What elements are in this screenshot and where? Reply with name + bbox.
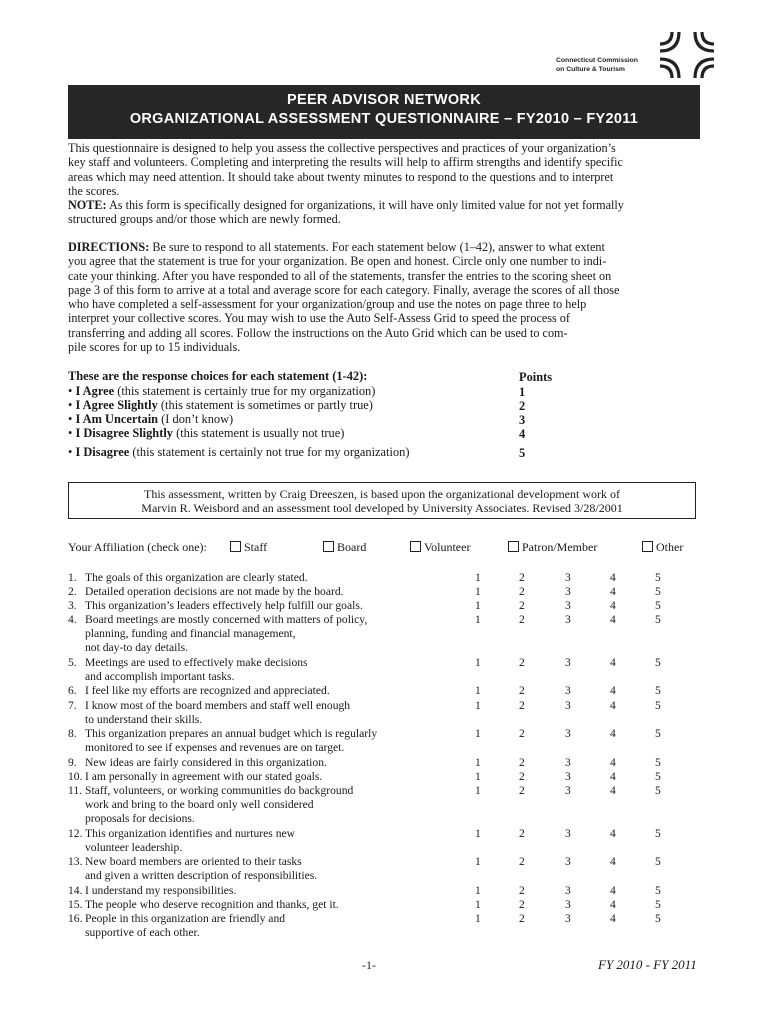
scale-option-5[interactable]: 5 bbox=[655, 613, 661, 626]
response-points: 1 bbox=[519, 385, 526, 399]
scale-option-5[interactable]: 5 bbox=[655, 727, 661, 740]
scale-option-3[interactable]: 3 bbox=[565, 727, 571, 740]
directions-line: cate your thinking. After you have responded to all of the statements, transfer the entries to the scoring sheet on bbox=[68, 268, 612, 283]
scale-option-1[interactable]: 1 bbox=[475, 898, 481, 911]
intro-line: This questionnaire is designed to help you assess the collective perspectives and practices of your organization’s bbox=[68, 141, 616, 155]
question-statement: I am personally in agreement with our stated goals. bbox=[85, 770, 323, 783]
scale-option-5[interactable]: 5 bbox=[655, 855, 661, 868]
question-number: 15. bbox=[68, 898, 83, 911]
question-item bbox=[68, 770, 468, 784]
response-label: I Agree bbox=[75, 384, 115, 398]
question-item bbox=[68, 684, 468, 698]
logo-name-line2: on Culture & Tourism bbox=[556, 65, 625, 73]
scale-option-3[interactable]: 3 bbox=[565, 613, 571, 626]
question-text bbox=[68, 855, 468, 869]
question-statement: I know most of the board members and staff well enough bbox=[85, 699, 351, 712]
scale-option-4[interactable]: 4 bbox=[610, 727, 616, 740]
affiliation-label: Your Affiliation (check one): bbox=[68, 540, 207, 554]
scale-option-5[interactable]: 5 bbox=[655, 756, 661, 769]
scale-option-4[interactable]: 4 bbox=[610, 571, 616, 584]
question-number: 13. bbox=[68, 855, 83, 868]
credit-line: Marvin R. Weisbord and an assessment tool developed by University Associates. Revised 3/28/2001 bbox=[141, 501, 623, 515]
question-text bbox=[68, 912, 468, 926]
scale-option-1[interactable]: 1 bbox=[475, 684, 481, 697]
scale-option-4[interactable]: 4 bbox=[610, 656, 616, 669]
scale-option-5[interactable]: 5 bbox=[655, 770, 661, 783]
question-statement: The goals of this organization are clearly stated. bbox=[85, 571, 308, 584]
question-item bbox=[68, 884, 468, 898]
checkbox-icon[interactable] bbox=[410, 541, 421, 552]
scale-option-3[interactable]: 3 bbox=[565, 898, 571, 911]
scale-option-5[interactable]: 5 bbox=[655, 699, 661, 712]
affiliation-volunteer[interactable] bbox=[410, 540, 470, 555]
checkbox-icon[interactable] bbox=[642, 541, 653, 552]
scale-option-3[interactable]: 3 bbox=[565, 884, 571, 897]
scale-option-2[interactable]: 2 bbox=[519, 599, 525, 612]
logo-name-line1: Connecticut Commission bbox=[556, 57, 638, 64]
scale-option-4[interactable]: 4 bbox=[610, 585, 616, 598]
question-number: 12. bbox=[68, 827, 83, 840]
option-label: Board bbox=[337, 540, 367, 554]
scale-option-5[interactable]: 5 bbox=[655, 884, 661, 897]
scale-option-3[interactable]: 3 bbox=[565, 684, 571, 697]
question-text bbox=[68, 613, 468, 627]
banner-title: PEER ADVISOR NETWORK bbox=[287, 92, 481, 108]
scale-option-1[interactable]: 1 bbox=[475, 571, 481, 584]
response-item bbox=[68, 446, 568, 459]
question-text-continued: supportive of each other. bbox=[85, 926, 200, 940]
scale-option-1[interactable]: 1 bbox=[475, 884, 481, 897]
note-text: As this form is specifically designed for organizations, it will have only limited value for not yet formally bbox=[106, 198, 624, 213]
scale-option-5[interactable]: 5 bbox=[655, 898, 661, 911]
scale-option-1[interactable]: 1 bbox=[475, 770, 481, 783]
scale-option-1[interactable]: 1 bbox=[475, 756, 481, 769]
directions-line bbox=[68, 240, 700, 254]
scale-option-2[interactable]: 2 bbox=[519, 727, 525, 740]
response-points: 4 bbox=[519, 427, 526, 441]
question-number: 6. bbox=[68, 684, 77, 697]
question-number: 1. bbox=[68, 571, 77, 584]
question-statement: Board meetings are mostly concerned with matters of policy, bbox=[85, 613, 368, 626]
points-heading: Points bbox=[519, 370, 553, 384]
scale-option-4[interactable]: 4 bbox=[610, 756, 616, 769]
scale-option-4[interactable]: 4 bbox=[610, 898, 616, 911]
question-item bbox=[68, 898, 468, 912]
scale-option-3[interactable]: 3 bbox=[565, 827, 571, 840]
response-item bbox=[68, 413, 568, 426]
question-statement: People in this organization are friendly and bbox=[85, 912, 286, 925]
question-text-continued: monitored to see if expenses and revenues are on target. bbox=[85, 741, 345, 755]
scale-option-5[interactable]: 5 bbox=[655, 656, 661, 669]
question-number: 9. bbox=[68, 756, 77, 769]
option-label: Volunteer bbox=[424, 540, 471, 554]
scale-option-1[interactable]: 1 bbox=[475, 699, 481, 712]
response-desc: (this statement is certainly not true for my organization) bbox=[129, 445, 410, 459]
scale-option-3[interactable]: 3 bbox=[565, 784, 571, 797]
response-label: I Disagree Slightly bbox=[75, 426, 173, 440]
scale-option-2[interactable]: 2 bbox=[519, 827, 525, 840]
response-heading-text: These are the response choices for each statement (1-42): bbox=[68, 369, 368, 383]
question-statement: Detailed operation decisions are not made by the board. bbox=[85, 585, 344, 598]
question-item bbox=[68, 585, 468, 599]
scale-option-5[interactable]: 5 bbox=[655, 684, 661, 697]
commission-logo bbox=[556, 30, 716, 82]
page-number: -1- bbox=[362, 958, 376, 972]
logo-name bbox=[556, 57, 656, 74]
question-text bbox=[68, 571, 468, 585]
question-statement: The people who deserve recognition and thanks, get it. bbox=[85, 898, 339, 911]
response-label: I Agree Slightly bbox=[75, 398, 158, 412]
scale-option-4[interactable]: 4 bbox=[610, 884, 616, 897]
scale-option-3[interactable]: 3 bbox=[565, 912, 571, 925]
question-text-continued: not day-to day details. bbox=[85, 641, 189, 655]
affiliation-other[interactable] bbox=[642, 540, 683, 555]
question-text bbox=[68, 898, 468, 912]
intro-line: the scores. bbox=[68, 183, 120, 198]
response-label: I Disagree bbox=[75, 445, 130, 459]
scale-option-5[interactable]: 5 bbox=[655, 784, 661, 797]
scale-option-2[interactable]: 2 bbox=[519, 571, 525, 584]
scale-option-1[interactable]: 1 bbox=[475, 599, 481, 612]
question-statement: Meetings are used to effectively make decisions bbox=[85, 656, 308, 669]
checkbox-icon[interactable] bbox=[508, 541, 519, 552]
scale-option-1[interactable]: 1 bbox=[475, 656, 481, 669]
scale-option-2[interactable]: 2 bbox=[519, 912, 525, 925]
question-text-continued: volunteer leadership. bbox=[85, 841, 183, 855]
question-item bbox=[68, 613, 468, 656]
question-text-continued: planning, funding and financial management, bbox=[85, 627, 296, 641]
bullet: • bbox=[68, 412, 76, 426]
question-item bbox=[68, 912, 468, 940]
scale-option-1[interactable]: 1 bbox=[475, 912, 481, 925]
bullet: • bbox=[68, 384, 76, 398]
scale-option-4[interactable]: 4 bbox=[610, 770, 616, 783]
question-item bbox=[68, 827, 468, 855]
scale-option-1[interactable]: 1 bbox=[475, 585, 481, 598]
option-label: Patron/Member bbox=[522, 540, 598, 554]
bullet: • bbox=[68, 445, 76, 459]
scale-option-3[interactable]: 3 bbox=[565, 599, 571, 612]
question-item bbox=[68, 699, 468, 727]
checkbox-icon[interactable] bbox=[230, 541, 241, 552]
affiliation-row bbox=[68, 540, 708, 556]
scale-option-1[interactable]: 1 bbox=[475, 784, 481, 797]
response-points: 5 bbox=[519, 446, 526, 460]
scale-option-4[interactable]: 4 bbox=[610, 855, 616, 868]
directions-line: interpret your collective scores. You may wish to use the Auto Self-Assess Grid to speed the process of bbox=[68, 311, 570, 326]
intro-line: key staff and volunteers. Completing and interpreting the results will help to affirm strengths and identify specific bbox=[68, 155, 623, 170]
title-banner bbox=[68, 85, 700, 139]
question-text bbox=[68, 585, 468, 599]
question-statement: I understand my responsibilities. bbox=[85, 884, 237, 897]
scale-option-2[interactable]: 2 bbox=[519, 585, 525, 598]
scale-option-1[interactable]: 1 bbox=[475, 727, 481, 740]
response-points: 3 bbox=[519, 413, 526, 427]
note-text: structured groups and/or those which are newly formed. bbox=[68, 212, 341, 227]
scale-option-3[interactable]: 3 bbox=[565, 585, 571, 598]
question-number: 14. bbox=[68, 884, 83, 897]
scale-option-1[interactable]: 1 bbox=[475, 613, 481, 626]
bullet: • bbox=[68, 398, 76, 412]
directions-text: Be sure to respond to all statements. For each statement below (1–42), answer to what extent bbox=[149, 240, 605, 254]
question-text bbox=[68, 884, 468, 898]
question-text bbox=[68, 784, 468, 798]
directions-line: page 3 of this form to arrive at a total and average score for each category. Finally, average the scores of all those bbox=[68, 282, 620, 297]
question-text bbox=[68, 599, 468, 613]
response-item bbox=[68, 385, 568, 398]
scale-option-4[interactable]: 4 bbox=[610, 784, 616, 797]
scale-option-2[interactable]: 2 bbox=[519, 699, 525, 712]
question-number: 7. bbox=[68, 699, 77, 712]
question-number: 5. bbox=[68, 656, 77, 669]
scale-option-1[interactable]: 1 bbox=[475, 855, 481, 868]
scale-option-3[interactable]: 3 bbox=[565, 699, 571, 712]
scale-option-2[interactable]: 2 bbox=[519, 684, 525, 697]
question-item bbox=[68, 599, 468, 613]
question-number: 2. bbox=[68, 585, 77, 598]
banner-subtitle: ORGANIZATIONAL ASSESSMENT QUESTIONNAIRE – FY2010 – FY2011 bbox=[129, 111, 639, 127]
question-statement: New board members are oriented to their tasks bbox=[85, 855, 302, 868]
affiliation-board[interactable] bbox=[323, 540, 366, 555]
question-text-continued: to understand their skills. bbox=[85, 713, 203, 727]
question-statement: This organization’s leaders effectively help fulfill our goals. bbox=[85, 599, 363, 612]
question-statement: I feel like my efforts are recognized and appreciated. bbox=[85, 684, 330, 697]
footer-fiscal-year: FY 2010 - FY 2011 bbox=[598, 957, 697, 972]
question-text bbox=[68, 699, 468, 713]
question-number: 3. bbox=[68, 599, 77, 612]
question-item bbox=[68, 727, 468, 755]
response-points: 2 bbox=[519, 399, 526, 413]
scale-option-4[interactable]: 4 bbox=[610, 613, 616, 626]
response-desc: (this statement is usually not true) bbox=[172, 426, 345, 440]
directions-line: you agree that the statement is true for your organization. Be open and honest. Circle only one number to indi- bbox=[68, 254, 607, 269]
affiliation-patron-member[interactable] bbox=[508, 540, 597, 555]
scale-option-5[interactable]: 5 bbox=[655, 585, 661, 598]
bullet: • bbox=[68, 426, 76, 440]
question-text bbox=[68, 827, 468, 841]
note-label: NOTE: bbox=[68, 198, 107, 213]
scale-option-3[interactable]: 3 bbox=[565, 855, 571, 868]
scale-option-5[interactable]: 5 bbox=[655, 599, 661, 612]
option-label: Staff bbox=[244, 540, 268, 554]
scale-option-4[interactable]: 4 bbox=[610, 599, 616, 612]
directions-line: transferring and adding all scores. Follow the instructions on the Auto Grid which can be used to com- bbox=[68, 325, 568, 340]
question-text bbox=[68, 684, 468, 698]
directions-line: pile scores for up to 15 individuals. bbox=[68, 340, 241, 355]
scale-option-2[interactable]: 2 bbox=[519, 613, 525, 626]
scale-option-5[interactable]: 5 bbox=[655, 827, 661, 840]
question-statement: This organization prepares an annual budget which is regularly bbox=[85, 727, 378, 740]
question-text bbox=[68, 770, 468, 784]
scale-option-5[interactable]: 5 bbox=[655, 912, 661, 925]
scale-option-3[interactable]: 3 bbox=[565, 756, 571, 769]
response-desc: (this statement is sometimes or partly true) bbox=[157, 398, 373, 412]
option-label: Other bbox=[656, 540, 684, 554]
scale-option-3[interactable]: 3 bbox=[565, 571, 571, 584]
question-text-continued: work and bring to the board only well considered bbox=[85, 798, 314, 812]
intro-paragraph bbox=[68, 141, 700, 227]
scale-option-5[interactable]: 5 bbox=[655, 571, 661, 584]
question-text bbox=[68, 656, 468, 670]
scale-option-2[interactable]: 2 bbox=[519, 898, 525, 911]
response-item bbox=[68, 399, 568, 412]
intro-line: areas which may need attention. It should take about twenty minutes to respond to the questions and to interpret bbox=[68, 169, 614, 184]
scale-option-2[interactable]: 2 bbox=[519, 656, 525, 669]
scale-option-3[interactable]: 3 bbox=[565, 770, 571, 783]
scale-option-4[interactable]: 4 bbox=[610, 684, 616, 697]
question-item bbox=[68, 756, 468, 770]
response-label: I Am Uncertain bbox=[75, 412, 159, 426]
scale-option-2[interactable]: 2 bbox=[519, 855, 525, 868]
question-item bbox=[68, 784, 468, 827]
question-text bbox=[68, 756, 468, 770]
response-desc: (I don’t know) bbox=[158, 412, 234, 426]
question-number: 10. bbox=[68, 770, 83, 783]
question-text-continued: and given a written description of responsibilities. bbox=[85, 869, 318, 883]
credit-box bbox=[68, 482, 696, 519]
scale-option-2[interactable]: 2 bbox=[519, 784, 525, 797]
question-number: 4. bbox=[68, 613, 77, 626]
scale-option-1[interactable]: 1 bbox=[475, 827, 481, 840]
question-text bbox=[68, 727, 468, 741]
logo-mark-icon bbox=[658, 30, 716, 80]
checkbox-icon[interactable] bbox=[323, 541, 334, 552]
question-item bbox=[68, 656, 468, 684]
question-statement: Staff, volunteers, or working communities do background bbox=[85, 784, 354, 797]
directions-line: who have completed a self-assessment for your organization/group and use the notes on page three to help bbox=[68, 297, 587, 312]
scale-option-4[interactable]: 4 bbox=[610, 827, 616, 840]
response-desc: (this statement is certainly true for my organization) bbox=[114, 384, 376, 398]
response-item bbox=[68, 427, 568, 440]
credit-line: This assessment, written by Craig Dreeszen, is based upon the organizational development work of bbox=[144, 487, 620, 501]
scale-option-2[interactable]: 2 bbox=[519, 884, 525, 897]
scale-option-2[interactable]: 2 bbox=[519, 770, 525, 783]
response-heading bbox=[68, 370, 568, 383]
directions-paragraph bbox=[68, 240, 700, 354]
question-text-continued: and accomplish important tasks. bbox=[85, 670, 235, 684]
directions-label: DIRECTIONS: bbox=[68, 240, 150, 254]
question-number: 8. bbox=[68, 727, 77, 740]
question-text-continued: proposals for decisions. bbox=[85, 812, 195, 826]
question-item bbox=[68, 855, 468, 883]
question-statement: This organization identifies and nurtures new bbox=[85, 827, 296, 840]
question-number: 11. bbox=[68, 784, 83, 797]
affiliation-staff[interactable] bbox=[230, 540, 267, 555]
note-line bbox=[68, 198, 700, 212]
scale-option-3[interactable]: 3 bbox=[565, 656, 571, 669]
scale-option-4[interactable]: 4 bbox=[610, 912, 616, 925]
question-item bbox=[68, 571, 468, 585]
scale-option-4[interactable]: 4 bbox=[610, 699, 616, 712]
question-statement: New ideas are fairly considered in this organization. bbox=[85, 756, 327, 769]
question-number: 16. bbox=[68, 912, 83, 925]
scale-option-2[interactable]: 2 bbox=[519, 756, 525, 769]
